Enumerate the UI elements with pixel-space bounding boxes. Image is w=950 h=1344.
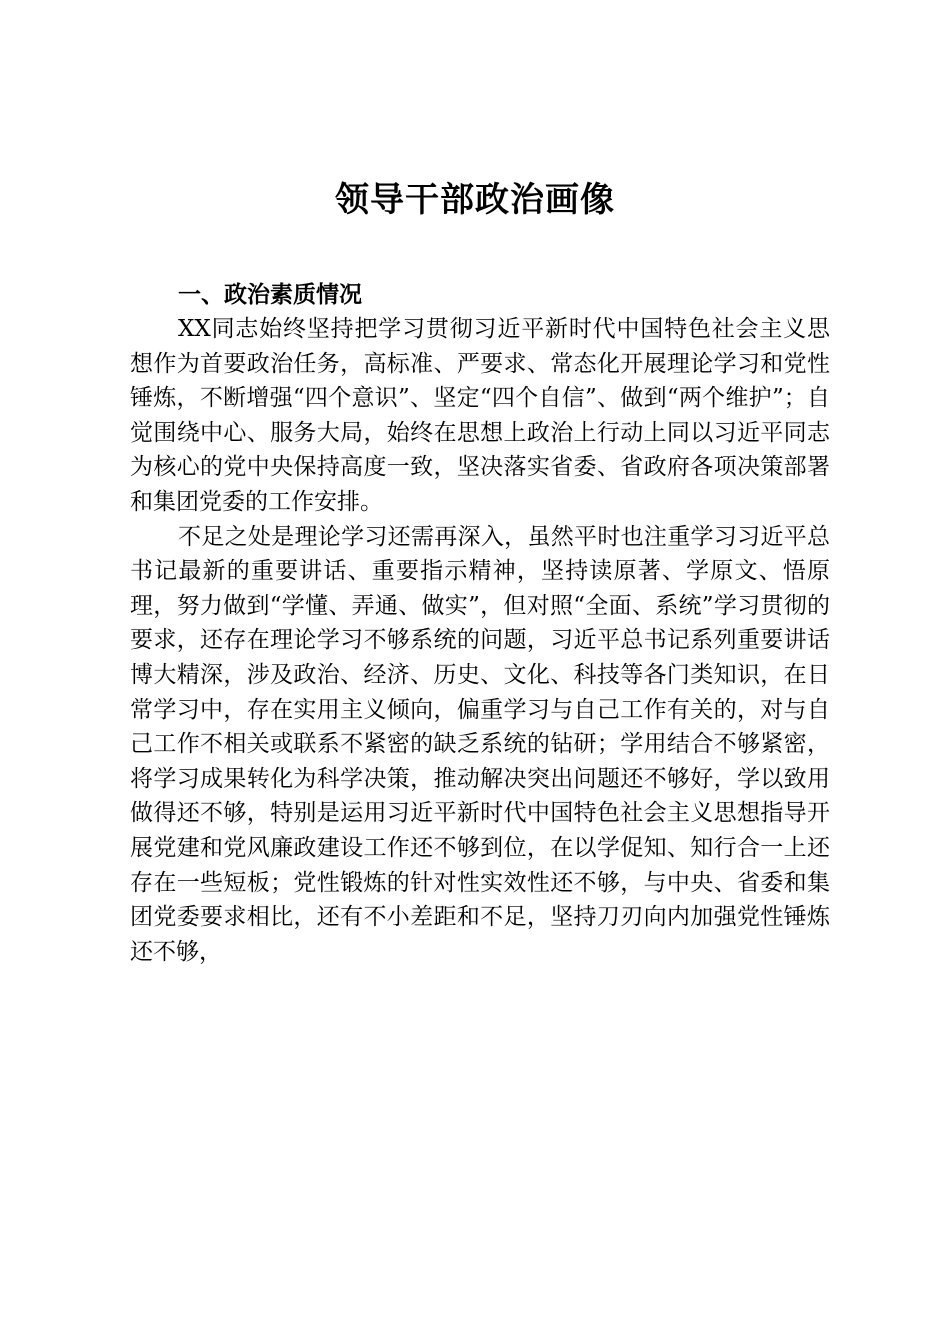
paragraph-shortcomings: 不足之处是理论学习还需再深入，虽然平时也注重学习习近平总书记最新的重要讲话、重要指示精神，坚持读原著、学原文、悟原理，努力做到“学懂、弄通、做实”，但对照“全面、系统”学习贯彻的要求，还存在理论学习不够系统的问题，习近平总书记系列重要讲话博大精深，涉及政治、经济、历史、文化、科技等各门类知识，在日常学习中，存在实用主义倾向，偏重学习与自己工作有关的，对与自己工作不相关或联系不紧密的缺乏系统的钻研；学用结合不够紧密，将学习成果转化为科学决策，推动解决突出问题还不够好，学以致用做得还不够，特别是运用习近平新时代中国特色社会主义思想指导开展党建和党风廉政建设工作还不够到位，在以学促知、知行合一上还存在一些短板；党性锻炼的针对性实效性还不够，与中央、省委和集团党委要求相比，还有不小差距和不足，坚持刀刃向内加强党性锤炼还不够， bbox=[130, 523, 830, 965]
document-title: 领导干部政治画像 bbox=[335, 180, 615, 220]
paragraph-political-quality: XX同志始终坚持把学习贯彻习近平新时代中国特色社会主义思想作为首要政治任务，高标准、严要求、常态化开展理论学习和党性锤炼，不断增强“四个意识”、坚定“四个自信”、做到“两个维护”；自觉围绕中心、服务大局，始终在思想上政治上行动上同以习近平同志为核心的党中央保持高度一致，坚决落实省委、省政府各项决策部署和集团党委的工作安排。 bbox=[130, 316, 830, 515]
section-heading: 一、政治素质情况 bbox=[178, 282, 362, 308]
section-body bbox=[130, 312, 830, 969]
